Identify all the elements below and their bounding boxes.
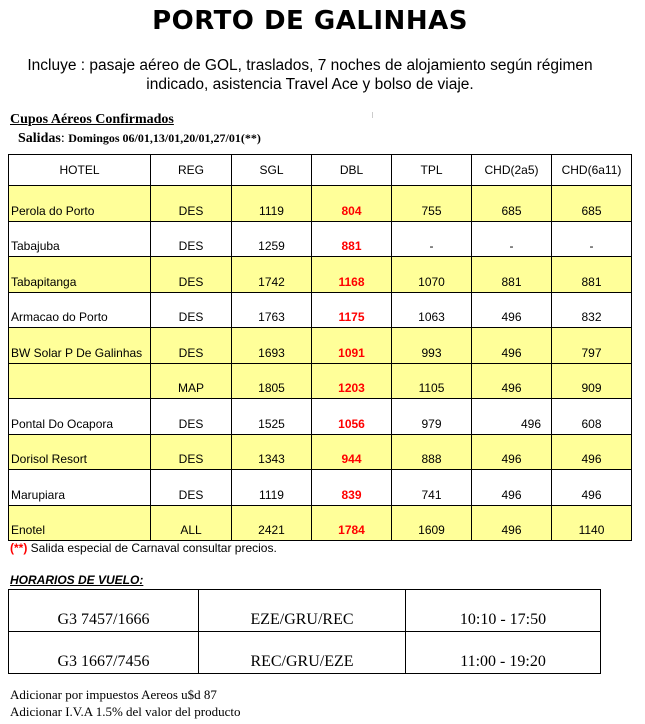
flight-number: G3 7457/1666 [9, 590, 199, 632]
cell-hotel: Perola do Porto [9, 186, 151, 222]
col-header-dbl: DBL [312, 155, 392, 186]
col-header-chd-6a11: CHD(6a11) [552, 155, 632, 186]
horarios-heading: HORARIOS DE VUELO: [10, 573, 144, 587]
cell-chd-2a5: 496 [472, 505, 552, 541]
cell-hotel: Tabajuba [9, 221, 151, 257]
cell-dbl: 804 [312, 186, 392, 222]
cell-chd-6a11: 608 [552, 399, 632, 435]
flight-number: G3 1667/7456 [9, 632, 199, 674]
cell-reg: DES [151, 292, 232, 328]
table-row [9, 186, 632, 222]
cell-chd-6a11: 1140 [552, 505, 632, 541]
col-header-chd-2a5: CHD(2a5) [472, 155, 552, 186]
footer-notes [10, 686, 240, 720]
cell-chd-6a11: 496 [552, 434, 632, 470]
flight-route: REC/GRU/EZE [199, 632, 406, 674]
cell-reg: DES [151, 399, 232, 435]
cell-sgl: 1693 [232, 328, 312, 364]
cell-reg: DES [151, 328, 232, 364]
footer-line-taxes: Adicionar por impuestos Aereos u$d 87 [10, 687, 217, 702]
col-header-tpl: TPL [392, 155, 472, 186]
flight-row [9, 590, 601, 632]
cell-chd-2a5: 496 [472, 292, 552, 328]
cell-chd-2a5: 496 [472, 399, 552, 435]
cell-sgl: 1763 [232, 292, 312, 328]
cell-dbl: 881 [312, 221, 392, 257]
cell-hotel: Dorisol Resort [9, 434, 151, 470]
cell-chd-6a11: - [552, 221, 632, 257]
cell-sgl: 2421 [232, 505, 312, 541]
cell-reg: MAP [151, 363, 232, 399]
cell-sgl: 1742 [232, 257, 312, 293]
cell-chd-6a11: 797 [552, 328, 632, 364]
cell-hotel: Marupiara [9, 470, 151, 506]
cell-chd-2a5: 496 [472, 328, 552, 364]
cell-sgl: 1119 [232, 470, 312, 506]
table-row [9, 399, 632, 435]
cell-hotel [9, 363, 151, 399]
cell-sgl: 1119 [232, 186, 312, 222]
flight-time: 10:10 - 17:50 [406, 590, 601, 632]
cell-chd-2a5: 496 [472, 470, 552, 506]
cell-tpl: 755 [392, 186, 472, 222]
cell-reg: ALL [151, 505, 232, 541]
stray-mark [372, 112, 373, 118]
table-row [9, 505, 632, 541]
flight-route: EZE/GRU/REC [199, 590, 406, 632]
carnival-note [10, 541, 277, 555]
intro-line-1: Incluye : pasaje aéreo de GOL, traslados, 7 noches de alojamiento según régimen [27, 57, 593, 74]
col-header-sgl: SGL [232, 155, 312, 186]
cell-tpl: 1070 [392, 257, 472, 293]
rates-table [8, 154, 632, 541]
flight-row [9, 632, 601, 674]
cell-tpl: 1609 [392, 505, 472, 541]
cell-reg: DES [151, 257, 232, 293]
table-row [9, 470, 632, 506]
cell-chd-2a5: 496 [472, 434, 552, 470]
cell-sgl: 1525 [232, 399, 312, 435]
cell-dbl: 944 [312, 434, 392, 470]
cell-sgl: 1259 [232, 221, 312, 257]
table-row [9, 221, 632, 257]
table-row [9, 434, 632, 470]
cell-hotel: Tabapitanga [9, 257, 151, 293]
note-asterisks: (**) [10, 541, 28, 555]
cell-chd-6a11: 496 [552, 470, 632, 506]
cell-reg: DES [151, 470, 232, 506]
salidas-line [18, 131, 261, 147]
page-title: PORTO DE GALINHAS [152, 6, 468, 36]
cell-dbl: 839 [312, 470, 392, 506]
cell-tpl: 1063 [392, 292, 472, 328]
cell-chd-6a11: 685 [552, 186, 632, 222]
table-row [9, 257, 632, 293]
footer-line-iva: Adicionar I.V.A 1.5% del valor del producto [10, 704, 241, 719]
cell-sgl: 1343 [232, 434, 312, 470]
cell-dbl: 1091 [312, 328, 392, 364]
cell-chd-2a5: 685 [472, 186, 552, 222]
col-header-hotel: HOTEL [9, 155, 151, 186]
flights-table [8, 589, 601, 674]
salidas-dates: Domingos 06/01,13/01,20/01,27/01(**) [68, 131, 261, 145]
intro-text [0, 56, 620, 94]
cell-reg: DES [151, 434, 232, 470]
cell-hotel: Enotel [9, 505, 151, 541]
cell-tpl: 741 [392, 470, 472, 506]
cell-hotel: Armacao do Porto [9, 292, 151, 328]
cell-tpl: 993 [392, 328, 472, 364]
cell-sgl: 1805 [232, 363, 312, 399]
cell-tpl: 1105 [392, 363, 472, 399]
cell-hotel: Pontal Do Ocapora [9, 399, 151, 435]
salidas-label: Salidas [18, 131, 61, 146]
cell-dbl: 1168 [312, 257, 392, 293]
cell-chd-2a5: - [472, 221, 552, 257]
salidas-colon: : [60, 131, 69, 146]
col-header-reg: REG [151, 155, 232, 186]
rates-header-row [9, 155, 632, 186]
cell-tpl: - [392, 221, 472, 257]
table-row [9, 328, 632, 364]
cell-dbl: 1784 [312, 505, 392, 541]
cell-chd-6a11: 881 [552, 257, 632, 293]
cell-reg: DES [151, 221, 232, 257]
cell-dbl: 1203 [312, 363, 392, 399]
cell-chd-2a5: 881 [472, 257, 552, 293]
cell-reg: DES [151, 186, 232, 222]
cell-chd-6a11: 909 [552, 363, 632, 399]
table-row [9, 292, 632, 328]
table-row [9, 363, 632, 399]
flight-time: 11:00 - 19:20 [406, 632, 601, 674]
note-text: Salida especial de Carnaval consultar precios. [27, 541, 277, 555]
intro-line-2: indicado, asistencia Travel Ace y bolso de viaje. [146, 76, 474, 93]
cell-dbl: 1056 [312, 399, 392, 435]
cell-chd-2a5: 496 [472, 363, 552, 399]
cupos-heading: Cupos Aéreos Confirmados [10, 112, 174, 127]
cell-dbl: 1175 [312, 292, 392, 328]
cell-tpl: 979 [392, 399, 472, 435]
cell-hotel: BW Solar P De Galinhas [9, 328, 151, 364]
cell-chd-6a11: 832 [552, 292, 632, 328]
cell-tpl: 888 [392, 434, 472, 470]
